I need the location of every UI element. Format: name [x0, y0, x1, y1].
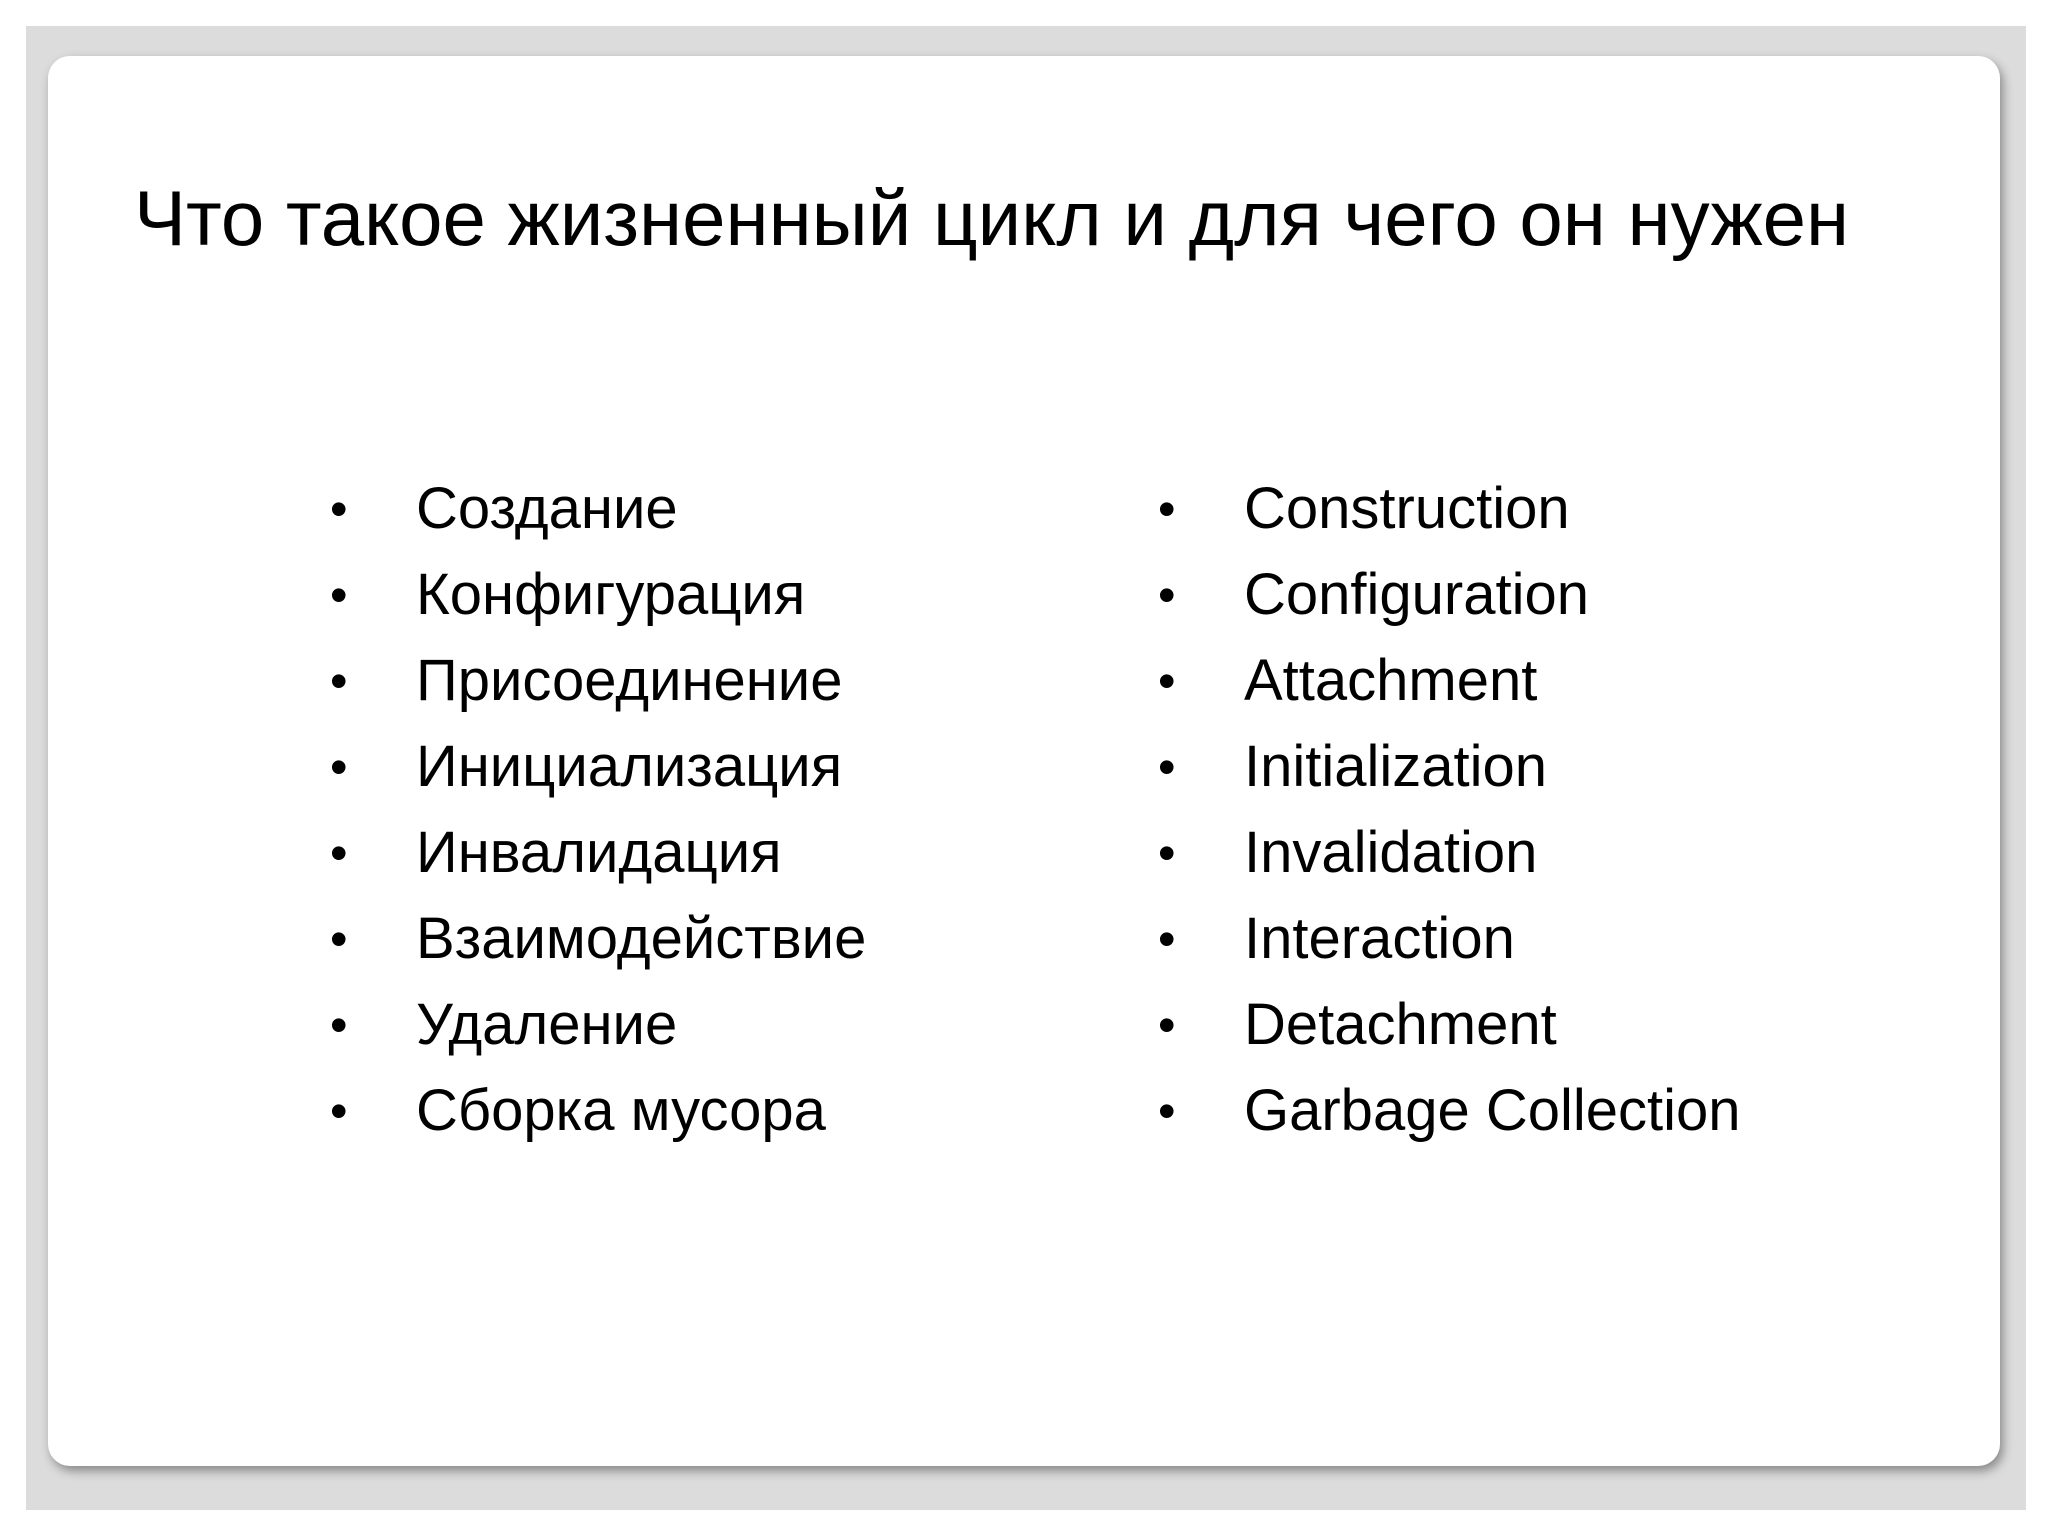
list-item-label: Detachment: [1244, 992, 1557, 1057]
list-item-label: Инвалидация: [416, 820, 782, 885]
list-item-label: Взаимодействие: [416, 906, 867, 971]
bullet-icon: •: [1158, 739, 1176, 795]
list-item-label: Garbage Collection: [1244, 1078, 1741, 1143]
list-item-label: Interaction: [1244, 906, 1515, 971]
bullet-icon: •: [1158, 1083, 1176, 1139]
list-item-label: Конфигурация: [416, 562, 806, 627]
bullet-icon: •: [330, 481, 348, 537]
bullet-icon: •: [330, 1083, 348, 1139]
list-item-label: Удаление: [416, 992, 678, 1057]
bullet-icon: •: [330, 911, 348, 967]
list-item-label: Инициализация: [416, 734, 843, 799]
list-item-label: Configuration: [1244, 562, 1589, 627]
bullet-icon: •: [330, 997, 348, 1053]
bullet-icon: •: [1158, 481, 1176, 537]
bullet-icon: •: [1158, 911, 1176, 967]
slide-title: Что такое жизненный цикл и для чего он нужен: [134, 174, 1850, 262]
bullet-icon: •: [1158, 653, 1176, 709]
list-item-label: Сборка мусора: [416, 1078, 826, 1143]
bullet-icon: •: [330, 567, 348, 623]
bullet-icon: •: [1158, 997, 1176, 1053]
list-item-label: Attachment: [1244, 648, 1538, 713]
list-item-label: Присоединение: [416, 648, 843, 713]
bullet-icon: •: [330, 739, 348, 795]
bullet-icon: •: [330, 653, 348, 709]
list-item-label: Construction: [1244, 476, 1570, 541]
list-item-label: Создание: [416, 476, 678, 541]
list-item-label: Invalidation: [1244, 820, 1538, 885]
bullet-icon: •: [1158, 567, 1176, 623]
bullet-icon: •: [330, 825, 348, 881]
bullet-icon: •: [1158, 825, 1176, 881]
list-item-label: Initialization: [1244, 734, 1548, 799]
